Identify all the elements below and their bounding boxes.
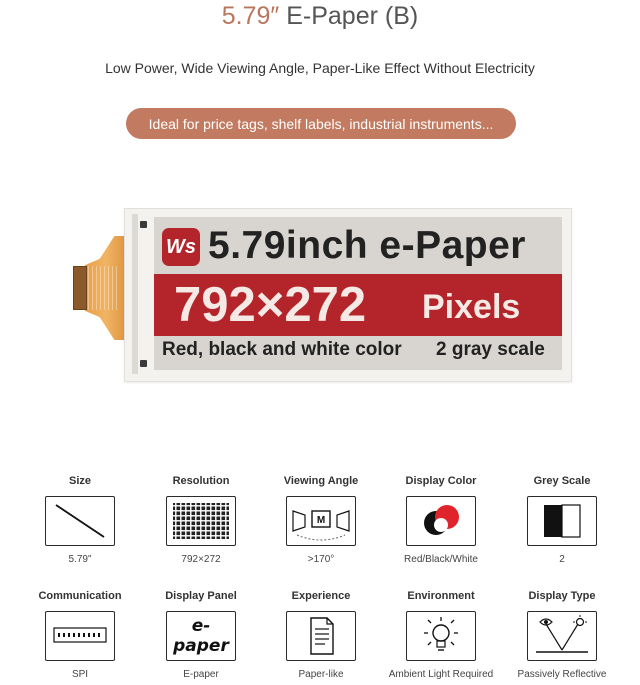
display-pixels-label: Pixels (422, 288, 521, 326)
reflection-icon (527, 611, 597, 661)
pixel-grid-icon (166, 496, 236, 546)
spec-label: Resolution (172, 475, 230, 487)
viewing-angle-icon (286, 496, 356, 546)
corner-marker (140, 360, 147, 367)
spec-display-panel (141, 589, 261, 682)
spec-label: Grey Scale (533, 475, 591, 487)
spec-label: Display Panel (165, 590, 237, 602)
spec-value: E-paper (183, 669, 219, 680)
use-cases-pill: Ideal for price tags, shelf labels, industrial instruments... (126, 108, 516, 139)
diagonal-line-icon (45, 496, 115, 546)
spec-display-type (502, 589, 622, 682)
e-paper-text-icon (166, 611, 236, 661)
grey-scale-icon (527, 496, 597, 546)
document-icon (286, 611, 356, 661)
spec-label: Viewing Angle (283, 475, 359, 487)
fpc-connector (73, 266, 87, 310)
spec-display-color (381, 474, 501, 567)
corner-marker (140, 221, 147, 228)
device-rail (132, 214, 138, 374)
title-product: E-Paper (B) (279, 2, 419, 30)
spec-value: Paper-like (298, 669, 344, 680)
page-title (0, 2, 640, 31)
spec-value: >170° (307, 554, 335, 565)
spec-communication (20, 589, 140, 682)
display-colors-text: Red, black and white color (162, 339, 402, 360)
spec-value: SPI (71, 669, 89, 680)
display-resolution: 792×272 (174, 278, 367, 332)
color-circles-icon (406, 496, 476, 546)
display-title: 5.79inch e-Paper (208, 224, 526, 267)
spec-label: Display Color (405, 475, 477, 487)
spec-experience (261, 589, 381, 682)
spec-grey-scale (502, 474, 622, 567)
spec-resolution (141, 474, 261, 567)
e-paper-icon-text: e-paper (173, 616, 229, 656)
light-bulb-icon (406, 611, 476, 661)
spec-value: 2 (559, 554, 565, 565)
page-subtitle: Low Power, Wide Viewing Angle, Paper-Like Effect Without Electricity (105, 60, 535, 76)
spec-value: 5.79" (68, 554, 92, 565)
spec-label: Display Type (528, 590, 596, 602)
spec-size (20, 474, 140, 567)
connector-icon (45, 611, 115, 661)
spec-value: Red/Black/White (404, 554, 478, 565)
spec-label: Environment (407, 590, 475, 602)
title-size: 5.79″ (221, 2, 280, 30)
spec-viewing-angle (261, 474, 381, 567)
epaper-device-image (70, 208, 570, 380)
waveshare-logo: Ws (162, 228, 200, 266)
spec-environment (381, 589, 501, 682)
svg-text:M: M (316, 515, 326, 526)
spec-label: Communication (38, 590, 122, 602)
spec-value: 792×272 (181, 554, 221, 565)
spec-value: Passively Reflective (517, 669, 607, 680)
fpc-traces (88, 266, 118, 310)
spec-label: Size (68, 475, 91, 487)
display-gray-text: 2 gray scale (436, 339, 545, 360)
spec-value: Ambient Light Required (388, 669, 494, 680)
spec-label: Experience (291, 590, 351, 602)
